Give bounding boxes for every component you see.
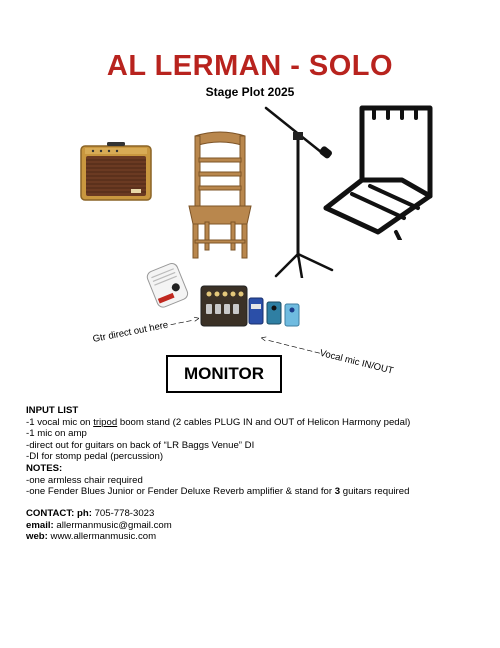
contact-section xyxy=(26,508,172,543)
contact-web-line: web: www.allermanmusic.com xyxy=(26,531,157,543)
right-dashed-arrow-icon: – – – > xyxy=(167,313,201,331)
input-item-guitar-direct: -direct out for guitars on back of “LR Baggs Venue” DI xyxy=(26,439,255,451)
input-item-amp-mic: -1 mic on amp xyxy=(26,428,87,440)
contact-phone-line: CONTACT: ph: 705-778-3023 xyxy=(26,508,155,519)
chair-image xyxy=(185,128,255,260)
input-list-heading: INPUT LIST xyxy=(26,405,79,416)
contact-email-line: email: allermanmusic@gmail.com xyxy=(26,519,172,531)
page-title: AL LERMAN - SOLO xyxy=(106,50,394,82)
input-item-vocal-mic: -1 vocal mic on tripod boom stand (2 cables PLUG IN and OUT of Helicon Harmony pedal) xyxy=(26,416,411,428)
pedalboard-image xyxy=(199,284,305,334)
note-amplifier: -one Fender Blues Junior or Fender Deluxe Reverb amplifier & stand for 3 guitars required xyxy=(26,486,410,498)
amplifier-image xyxy=(79,142,153,202)
note-chair: -one armless chair required xyxy=(26,474,143,486)
notes-heading: NOTES: xyxy=(26,462,63,474)
input-list-section xyxy=(26,405,486,498)
monitor-label: MONITOR xyxy=(184,364,264,383)
page-subtitle: Stage Plot 2025 xyxy=(205,85,295,99)
input-item-stomp-di: -DI for stomp pedal (percussion) xyxy=(26,451,164,463)
guitar-stand-image xyxy=(322,100,450,240)
monitor-box xyxy=(166,355,282,393)
guitar-direct-label: Gtr direct out here – – – > xyxy=(91,313,201,345)
di-box-image xyxy=(143,260,193,308)
email-link[interactable]: allermanmusic@gmail.com xyxy=(56,519,172,531)
web-link[interactable]: www.allermanmusic.com xyxy=(50,531,157,543)
vocal-mic-label: < – – – – – – –Vocal mic IN/OUT xyxy=(259,333,395,377)
left-dashed-arrow-icon: < – – – – – – – xyxy=(259,333,322,359)
